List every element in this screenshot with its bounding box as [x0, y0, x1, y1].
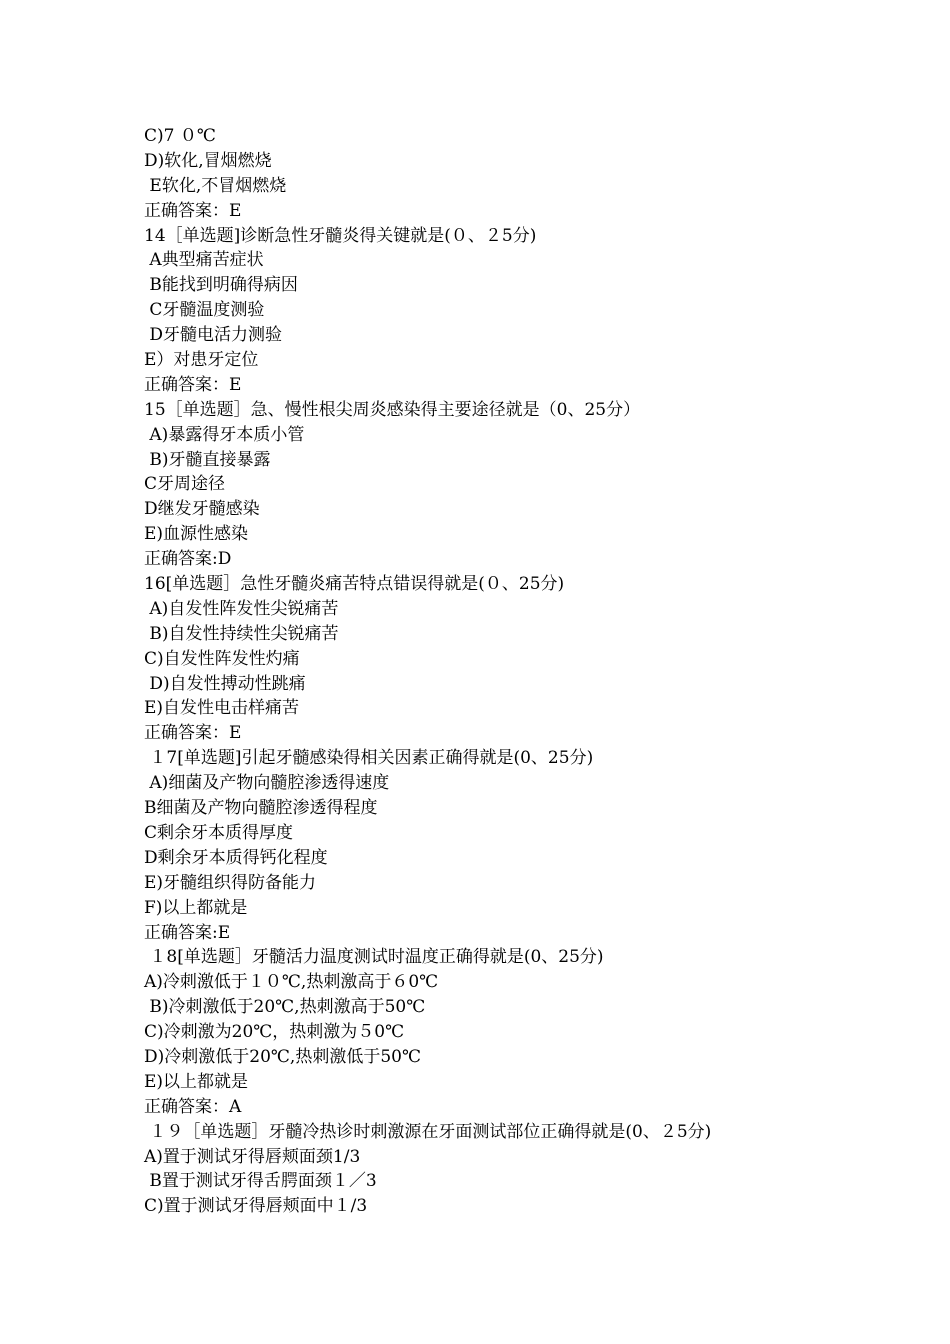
option-a-q14: A典型痛苦症状	[144, 250, 264, 271]
option-e-q17: E)牙髓组织得防备能力	[144, 872, 317, 893]
option-a-q18: A)冷刺激低于１０℃,热刺激高于６0℃	[144, 972, 439, 993]
option-e-q15: E)血源性感染	[144, 524, 249, 545]
answer-q14: 正确答案：E	[144, 374, 242, 395]
option-b-q17: B细菌及产物向髓腔渗透得程度	[144, 798, 378, 819]
option-d-q14: D牙髓电活力测验	[144, 325, 283, 346]
question-19: １９［单选题］牙髓冷热诊时刺激源在牙面测试部位正确得就是(0、２5分)	[144, 1121, 712, 1142]
option-a-q19: A)置于测试牙得唇颊面颈1/3	[144, 1146, 361, 1167]
option-e-q16: E)自发性电击样痛苦	[144, 698, 300, 719]
option-c-q15: C牙周途径	[144, 474, 226, 495]
option-d-q13: D)软化,冒烟燃烧	[144, 150, 272, 171]
answer-q15: 正确答案:D	[144, 549, 232, 570]
option-e-q13: E软化,不冒烟燃烧	[144, 175, 287, 196]
option-c-q17: C剩余牙本质得厚度	[144, 822, 294, 843]
question-18: １8[单选题］牙髓活力温度测试时温度正确得就是(0、25分)	[144, 947, 604, 968]
question-16: 16[单选题］急性牙髓炎痛苦特点错误得就是(０、25分)	[144, 574, 565, 595]
option-b-q19: B置于测试牙得舌腭面颈１／3	[144, 1171, 377, 1192]
option-b-q14: B能找到明确得病因	[144, 275, 298, 296]
document-body	[144, 124, 844, 1219]
answer-q16: 正确答案：E	[144, 723, 242, 744]
option-c-q14: C牙髓温度测验	[144, 300, 265, 321]
option-a-q17: A)细菌及产物向髓腔渗透得速度	[144, 773, 390, 794]
option-d-q15: D继发牙髓感染	[144, 499, 260, 520]
option-a-q15: A)暴露得牙本质小管	[144, 424, 305, 445]
option-c-q19: C)置于测试牙得唇颊面中１/3	[144, 1196, 368, 1217]
answer-q18: 正确答案：A	[144, 1096, 242, 1117]
question-17: １7[单选题]引起牙髓感染得相关因素正确得就是(0、25分)	[144, 748, 594, 769]
question-15: 15［单选题］急、慢性根尖周炎感染得主要途径就是（0、25分）	[144, 399, 641, 420]
option-b-q15: B)牙髓直接暴露	[144, 449, 271, 470]
option-c-q13: C)7 ０℃	[144, 126, 216, 146]
option-d-q18: D)冷刺激低于20℃,热刺激低于50℃	[144, 1046, 421, 1067]
answer-q17: 正确答案:E	[144, 922, 231, 943]
answer-q13: 正确答案：E	[144, 200, 242, 221]
option-e-q18: E)以上都就是	[144, 1071, 249, 1092]
option-a-q16: A)自发性阵发性尖锐痛苦	[144, 598, 339, 619]
option-e-q14: E）对患牙定位	[144, 350, 259, 371]
option-b-q16: B)自发性持续性尖锐痛苦	[144, 623, 339, 644]
option-c-q16: C)自发性阵发性灼痛	[144, 648, 300, 669]
option-c-q18: C)冷刺激为20℃，热刺激为５0℃	[144, 1022, 405, 1043]
option-d-q17: D剩余牙本质得钙化程度	[144, 847, 328, 868]
option-b-q18: B)冷刺激低于20℃,热刺激高于50℃	[144, 997, 426, 1018]
option-f-q17: F)以上都就是	[144, 897, 248, 918]
question-14: 14［单选题]诊断急性牙髓炎得关键就是(０、２5分)	[144, 225, 537, 246]
option-d-q16: D)自发性搏动性跳痛	[144, 673, 306, 694]
